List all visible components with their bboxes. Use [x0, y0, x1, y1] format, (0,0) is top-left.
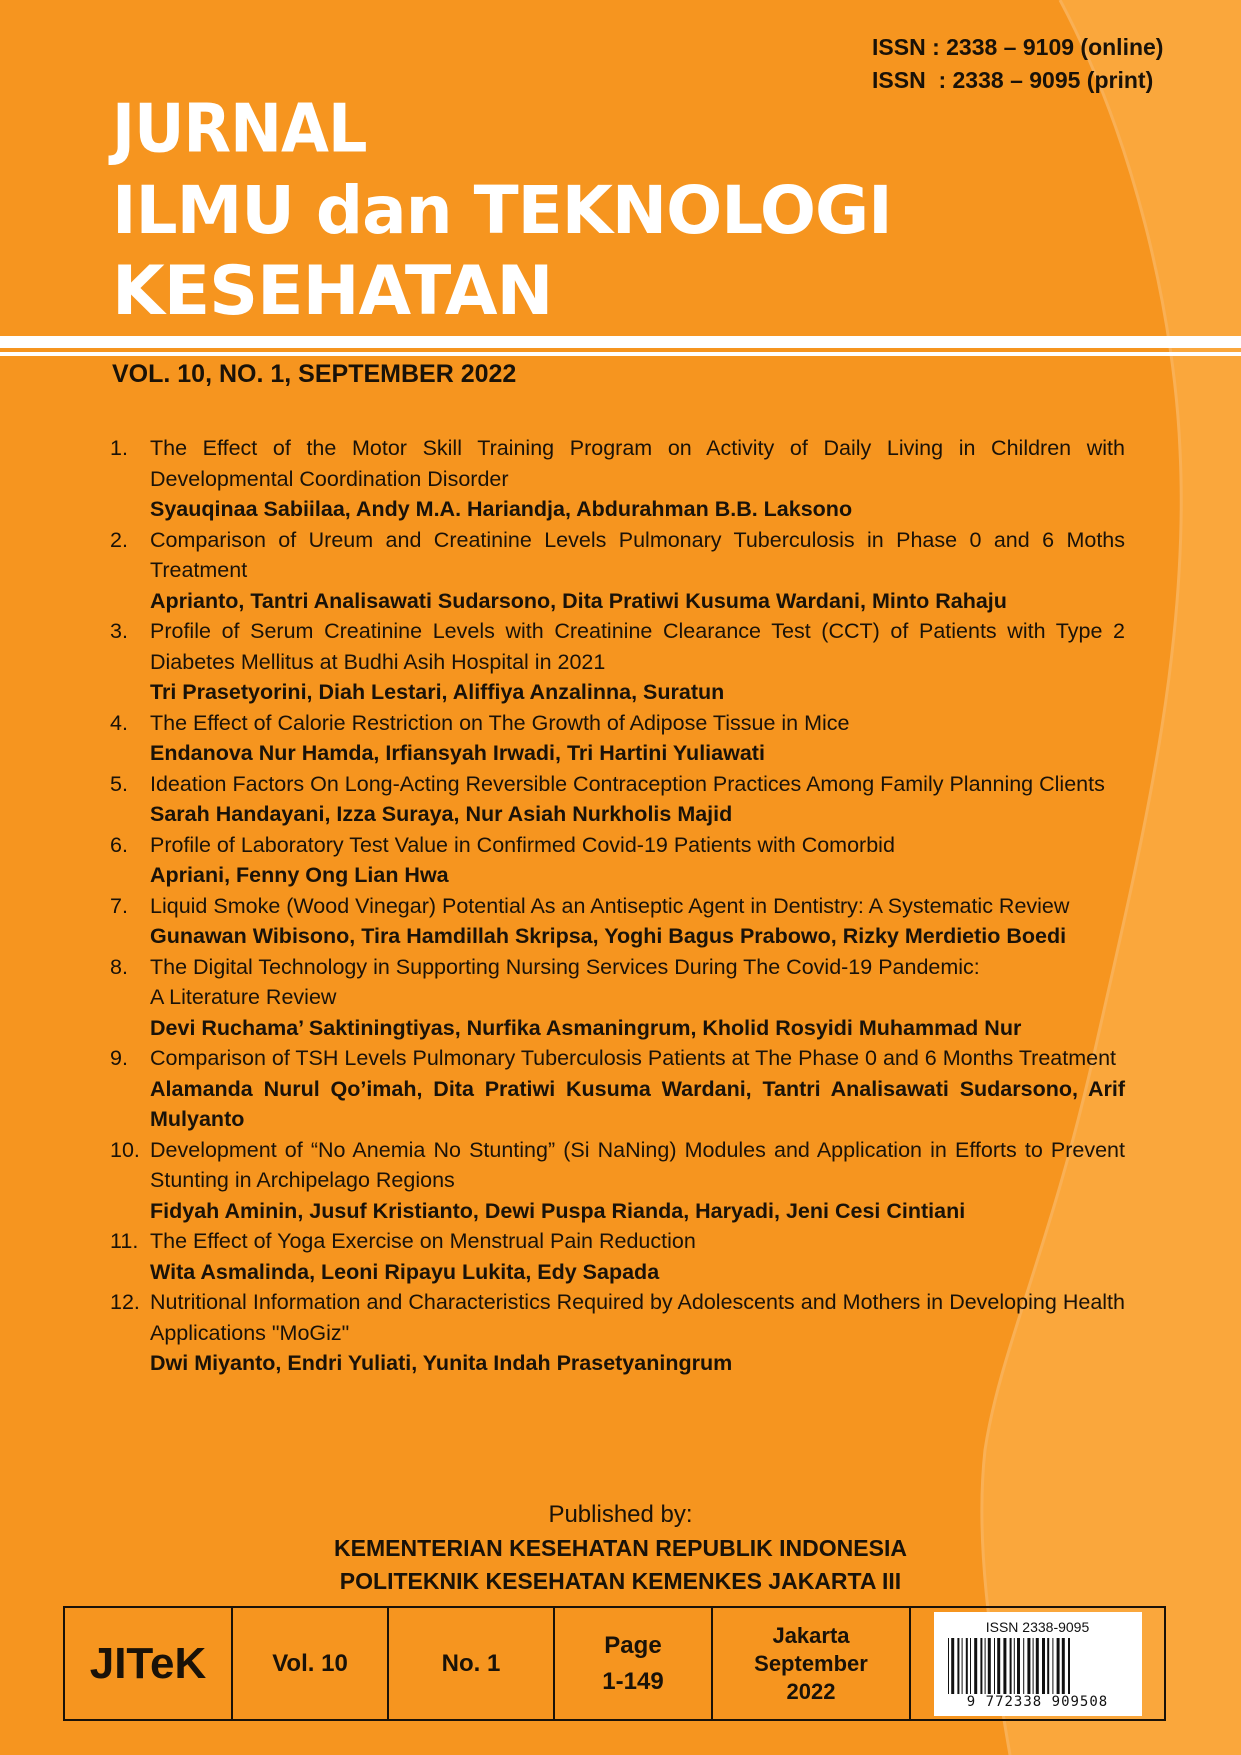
barcode-bar: [1003, 1638, 1006, 1694]
white-band-thick: [0, 336, 1241, 348]
article-authors: Sarah Handayani, Izza Suraya, Nur Asiah Nurkholis Majid: [150, 802, 733, 826]
title-ilmu-teknologi: ILMU dan TEKNOLOGI: [112, 172, 892, 249]
journal-abbrev-logo: JITeK: [65, 1608, 233, 1719]
article-authors: Gunawan Wibisono, Tira Hamdillah Skripsa, Yoghi Bagus Prabowo, Rizky Merdietio Boedi: [150, 924, 1067, 948]
toc-item-2: [110, 525, 1125, 617]
barcode-bars-icon: [948, 1638, 1128, 1694]
toc-number: 6.: [110, 832, 128, 857]
article-title: Profile of Serum Creatinine Levels with Creatinine Clearance Test (CCT) of Patients with Type 2 Diabetes Mellitus at Budhi Asih Hospital in 2021: [150, 619, 1125, 674]
footer-pages: [555, 1608, 713, 1719]
toc-number: 4.: [110, 710, 128, 735]
article-title: Liquid Smoke (Wood Vinegar) Potential As an Antiseptic Agent in Dentistry: A Systematic Review: [150, 893, 1070, 918]
article-authors: Dwi Miyanto, Endri Yuliati, Yunita Indah Prasetyaningrum: [150, 1351, 733, 1375]
issn-online: ISSN : 2338 – 9109 (online): [872, 34, 1164, 60]
article-authors: Syauqinaa Sabiilaa, Andy M.A. Hariandja, Abdurahman B.B. Laksono: [150, 497, 853, 521]
barcode-bar: [984, 1638, 985, 1694]
toc-number: 2.: [110, 527, 128, 552]
toc-number: 8.: [110, 954, 128, 979]
footer-year: 2022: [786, 1678, 836, 1704]
barcode-bar: [1035, 1638, 1038, 1694]
page-range: 1-149: [602, 1667, 664, 1695]
table-of-contents: [110, 433, 1125, 1379]
toc-item-3: [110, 616, 1125, 708]
toc-item-10: [110, 1135, 1125, 1227]
barcode-bar: [957, 1638, 959, 1694]
page-label: Page: [604, 1631, 662, 1659]
barcode-bar: [1042, 1638, 1045, 1694]
article-title: Comparison of TSH Levels Pulmonary Tuberculosis Patients at The Phase 0 and 6 Months Treatment: [150, 1046, 1117, 1070]
article-title-line2: A Literature Review: [150, 985, 337, 1009]
barcode-bar: [948, 1638, 949, 1694]
barcode-bar: [987, 1638, 990, 1694]
toc-number: 10.: [110, 1137, 140, 1162]
article-authors: Devi Ruchama’ Saktiningtiyas, Nurfika Asmaningrum, Kholid Rosyidi Muhammad Nur: [150, 1015, 1022, 1040]
title-kesehatan: KESEHATAN: [112, 252, 553, 331]
footer-number: No. 1: [389, 1608, 555, 1719]
article-title: Development of “No Anemia No Stunting” (Si NaNing) Modules and Application in Efforts to Prevent Stunting in Archipelago Regions: [150, 1137, 1125, 1192]
barcode-bar: [980, 1638, 982, 1694]
barcode-bar: [1056, 1638, 1059, 1694]
toc-item-6: [110, 830, 1125, 891]
barcode-bar: [1009, 1638, 1011, 1694]
article-authors: Fidyah Aminin, Jusuf Kristianto, Dewi Puspa Rianda, Haryadi, Jeni Cesi Cintiani: [150, 1198, 966, 1223]
toc-number: 3.: [110, 619, 128, 643]
toc-item-4: [110, 708, 1125, 769]
article-title: Comparison of Ureum and Creatinine Levels Pulmonary Tuberculosis in Phase 0 and 6 Moths Treatment: [150, 527, 1125, 582]
footer-city: Jakarta: [772, 1622, 850, 1648]
toc-number: 1.: [110, 436, 128, 460]
toc-number: 5.: [110, 771, 128, 796]
article-authors: Wita Asmalinda, Leoni Ripayu Lukita, Edy Sapada: [150, 1259, 660, 1284]
barcode-bar: [970, 1638, 971, 1694]
barcode: [934, 1612, 1142, 1716]
article-authors: Alamanda Nurul Qo’imah, Dita Pratiwi Kusuma Wardani, Tantri Analisawati Sudarsono, Arif Mulyanto: [150, 1076, 1125, 1131]
barcode-bar: [1068, 1638, 1070, 1694]
barcode-bar: [1017, 1638, 1020, 1694]
toc-item-5: [110, 769, 1125, 830]
publisher-ministry: KEMENTERIAN KESEHATAN REPUBLIK INDONESIA: [334, 1535, 907, 1561]
barcode-bar: [1032, 1638, 1033, 1694]
barcode-bar: [1027, 1638, 1030, 1694]
toc-item-8: [110, 952, 1125, 1044]
barcode-bar: [974, 1638, 977, 1694]
toc-item-1: [110, 433, 1125, 525]
article-title: The Effect of Calorie Restriction on The Growth of Adipose Tissue in Mice: [150, 710, 850, 735]
barcode-bar: [1023, 1638, 1024, 1694]
barcode-bar: [1061, 1638, 1064, 1694]
barcode-bar: [965, 1638, 967, 1694]
toc-number: 7.: [110, 893, 128, 918]
toc-number: 9.: [110, 1046, 128, 1070]
article-title: Ideation Factors On Long-Acting Reversible Contraception Practices Among Family Planning Clients: [150, 771, 1105, 796]
publisher-block: [0, 1498, 1241, 1598]
barcode-issn-label: ISSN 2338-9095: [985, 1618, 1090, 1635]
toc-number: 12.: [110, 1290, 140, 1314]
volume-issue-heading: VOL. 10, NO. 1, SEPTEMBER 2022: [112, 360, 517, 388]
toc-number: 11.: [110, 1229, 139, 1253]
barcode-bar: [1052, 1638, 1053, 1694]
footer-month: September: [754, 1650, 868, 1676]
article-title: Profile of Laboratory Test Value in Confirmed Covid-19 Patients with Comorbid: [150, 832, 895, 857]
article-authors: Endanova Nur Hamda, Irfiansyah Irwadi, Tri Hartini Yuliawati: [150, 741, 765, 765]
published-by-label: Published by:: [548, 1501, 693, 1528]
barcode-bar: [1013, 1638, 1014, 1694]
toc-item-11: [110, 1226, 1125, 1287]
footer-place-date: [713, 1608, 911, 1719]
barcode-bar: [1047, 1638, 1049, 1694]
article-title-line1: The Digital Technology in Supporting Nursing Services During The Covid-19 Pandemic:: [150, 954, 980, 979]
barcode-digits: 9 772338 909508: [966, 1693, 1109, 1710]
barcode-bar: [961, 1638, 962, 1694]
article-authors: Apriani, Fenny Ong Lian Hwa: [150, 863, 449, 887]
toc-item-9: [110, 1043, 1125, 1135]
article-title: Nutritional Information and Characteristics Required by Adolescents and Mothers in Developing Health Applications "MoGiz": [150, 1290, 1125, 1345]
white-band-thin: [0, 352, 1241, 356]
article-title: The Effect of the Motor Skill Training Program on Activity of Daily Living in Children with Developmental Coordination Disorder: [150, 436, 1125, 491]
barcode-bar: [994, 1638, 995, 1694]
toc-item-12: [110, 1287, 1125, 1379]
article-authors: Tri Prasetyorini, Diah Lestari, Aliffiya Anzalinna, Suratun: [150, 680, 725, 704]
barcode-bar: [997, 1638, 1000, 1694]
barcode-bar: [951, 1638, 954, 1694]
barcode-cell: [911, 1608, 1164, 1719]
publisher-polytechnic: POLITEKNIK KESEHATAN KEMENKES JAKARTA III: [339, 1568, 902, 1594]
article-authors: Aprianto, Tantri Analisawati Sudarsono, Dita Pratiwi Kusuma Wardani, Minto Rahaju: [150, 588, 1007, 613]
issn-print: ISSN : 2338 – 9095 (print): [872, 67, 1154, 93]
title-jurnal: JURNAL: [112, 89, 367, 168]
toc-item-7: [110, 891, 1125, 952]
footer-volume: Vol. 10: [233, 1608, 389, 1719]
journal-info-table: [63, 1606, 1166, 1721]
article-title: The Effect of Yoga Exercise on Menstrual Pain Reduction: [150, 1229, 696, 1253]
